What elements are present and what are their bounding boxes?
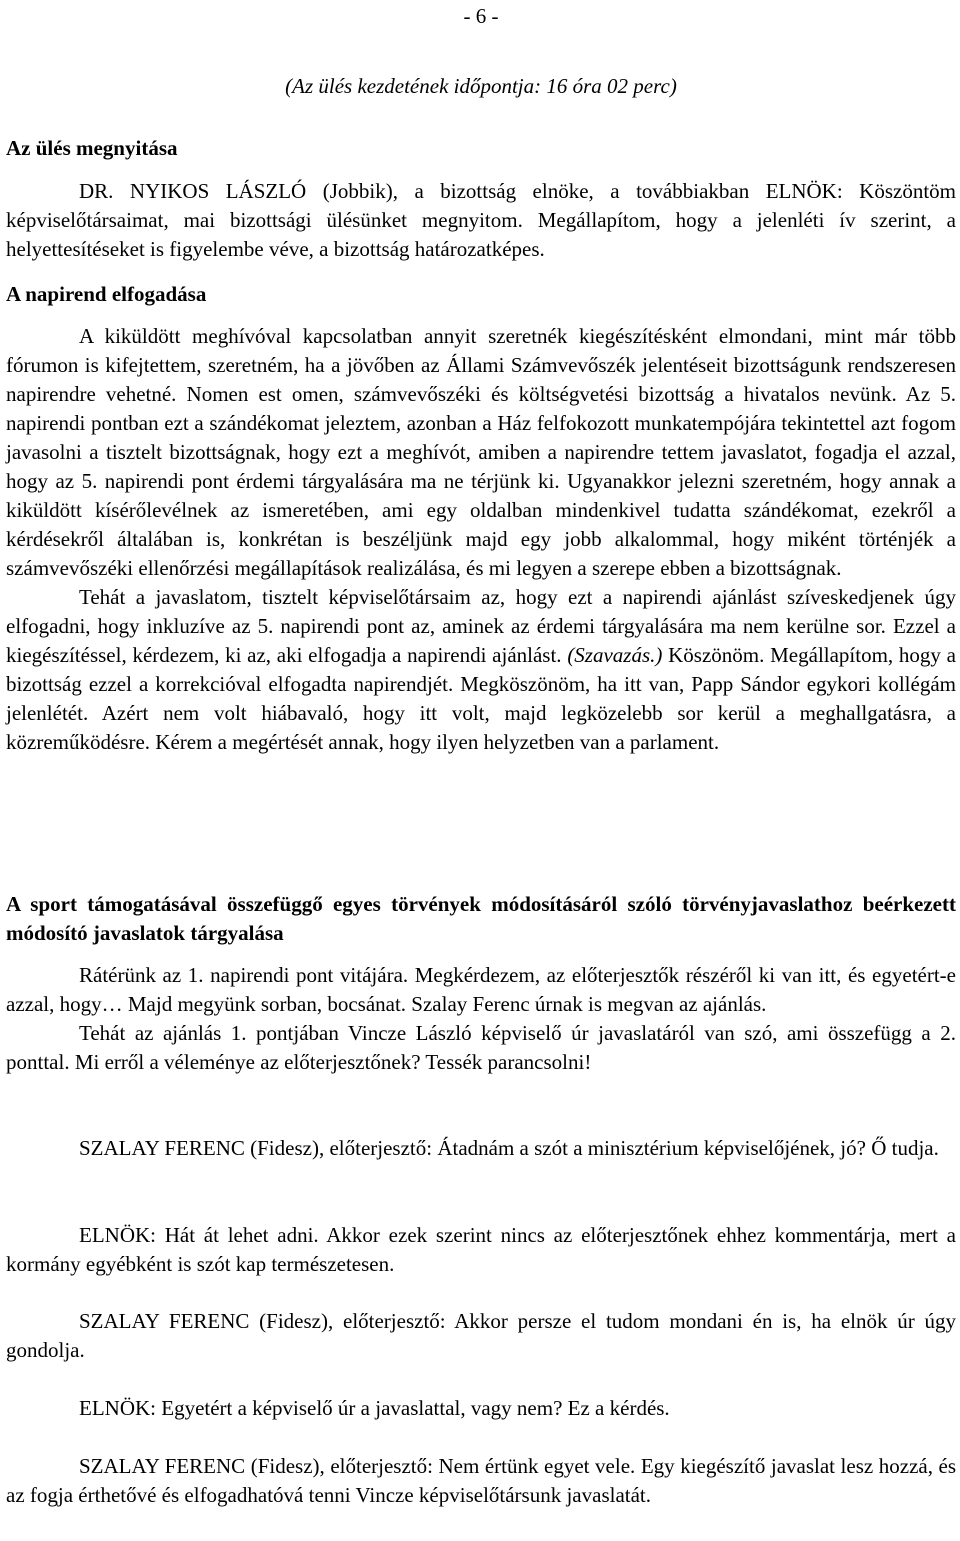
paragraph-opening: DR. NYIKOS LÁSZLÓ (Jobbik), a bizottság elnöke, a továbbiakban ELNÖK: Köszöntöm képviselőtársaimat, mai bizottsági ülésünket megnyitom. Megállapítom, hogy a jelenléti ív szerint, a helyettesítéseket is figyelembe véve, a bizottság határozatképes. xyxy=(6,179,956,261)
statement-4 xyxy=(6,1394,956,1423)
paragraph-agenda-1: A kiküldött meghívóval kapcsolatban annyit szeretnék kiegészítésként elmondani, mint már több fórumon is kifejtettem, szeretném, ha a jövőben az Állami Számvevőszék jelentéseit bizottságunk rendszeresen napirendre vehetné. Nomen est omen, számvevőszéki és költségvetési bizottság a hivatalos nevünk. Az 5. napirendi pontban ezt a szándékomat jeleztem, azonban a Ház felfokozott munkatempójára tekintettel azt fogom javasolni a tisztelt bizottságnak, hogy ezt a meghívót, amiben a napirendre tettem javaslatot, fogadja el azzal, hogy az 5. napirendi pont érdemi tárgyalására ma ne térjünk ki. Ugyanakkor jelezni szeretném, hogy annak a kiküldött kísérőlevélnek az ismeretében, ami egy oldalban mindenkivel tudatta szándékomat, ezekről a kérdésekről általában is, konkrétan is beszéljünk majd egy jobb alkalommal, hogy miként történjék a számvevőszéki ellenőrzési megállapítások realizálása, és mi legyen a szerepe ebben a bizottságnak. xyxy=(6,324,956,580)
paragraph-statement-4: ELNÖK: Egyetért a képviselő úr a javaslattal, vagy nem? Ez a kérdés. xyxy=(79,1396,670,1420)
session-start-time: (Az ülés kezdetének időpontja: 16 óra 02 perc) xyxy=(285,74,677,98)
section-title-sport: A sport támogatásával összefüggő egyes törvények módosításáról szóló törvényjavaslathoz beérkezett módosító javaslatok tárgyalása xyxy=(6,892,956,945)
agenda-text xyxy=(6,322,956,757)
page-number: - 6 - xyxy=(463,4,499,28)
paragraph-statement-1: SZALAY FERENC (Fidesz), előterjesztő: Átadnám a szót a minisztérium képviselőjének, jó? Ő tudja. xyxy=(79,1136,939,1160)
statement-3 xyxy=(6,1307,956,1365)
agenda-2-text-after: Köszönöm. Megállapítom, hogy a bizottság ezzel a korrekcióval elfogadta napirendjét. Megköszönöm, ha itt van, Papp Sándor egykori kollégám jelenlétét. Azért nem volt hiábavaló, hogy itt volt, majd legközelebb sor kerül a meghallgatásra, a közreműködésre. Kérem a megértését annak, hogy ilyen helyzetben van a parlament. xyxy=(6,643,956,754)
section-opening xyxy=(6,134,956,163)
paragraph-sport-1: Rátérünk az 1. napirendi pont vitájára. Megkérdezem, az előterjesztők részéről ki van itt, és egyetért-e azzal, hogy… Majd megyünk sorban, bocsánat. Szalay Ferenc úrnak is megvan az ajánlás. xyxy=(6,963,956,1016)
paragraph-sport-2: Tehát az ajánlás 1. pontjában Vincze László képviselő úr javaslatáról van szó, ami összefügg a 2. ponttal. Mi erről a véleménye az előterjesztőnek? Tessék parancsolni! xyxy=(6,1021,956,1074)
paragraph-statement-2: ELNÖK: Hát át lehet adni. Akkor ezek szerint nincs az előterjesztőnek ehhez kommentárja, mert a kormány egyébként is szót kap természetesen. xyxy=(6,1223,956,1276)
sport-text xyxy=(6,961,956,1077)
paragraph-agenda-2 xyxy=(6,583,956,757)
statement-1 xyxy=(6,1134,956,1163)
agenda-2-text-before: Tehát a javaslatom, tisztelt képviselőtársaim az, hogy ezt a napirendi ajánlást szíveskedjenek úgy elfogadni, hogy inkluzíve az 5. napirendi pont az, aminek az érdemi tárgyalására ma nem kerülne sor. Ezzel a kiegészítéssel, kérdezem, ki az, aki elfogadja a napirendi ajánlást. xyxy=(6,585,956,667)
paragraph-statement-5: SZALAY FERENC (Fidesz), előterjesztő: Nem értünk egyet vele. Egy kiegészítő javaslat lesz hozzá, és az fogja érthetővé és elfogadhatóvá tenni Vincze képviselőtársunk javaslatát. xyxy=(6,1454,956,1507)
section-sport xyxy=(6,890,956,948)
vote-note: (Szavazás.) xyxy=(567,643,663,667)
section-title-agenda: A napirend elfogadása xyxy=(6,282,207,306)
statement-5 xyxy=(6,1452,956,1510)
statement-2 xyxy=(6,1221,956,1279)
opening-text xyxy=(6,177,956,264)
section-agenda xyxy=(6,280,956,309)
section-title-opening: Az ülés megnyitása xyxy=(6,136,178,160)
paragraph-statement-3: SZALAY FERENC (Fidesz), előterjesztő: Akkor persze el tudom mondani én is, ha elnök úr úgy gondolja. xyxy=(6,1309,956,1362)
